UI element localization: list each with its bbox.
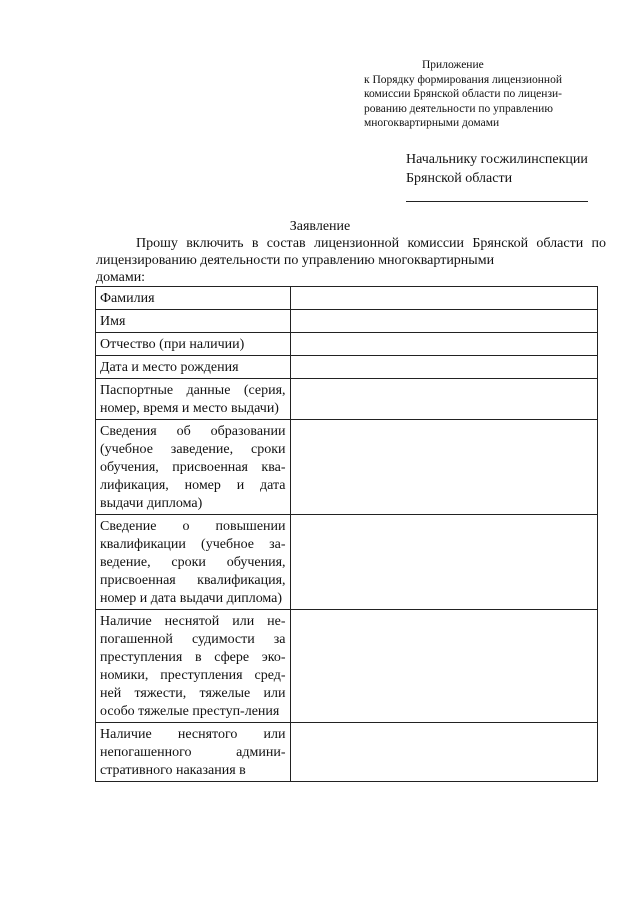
appendix-line: к Порядку формирования лицензионной bbox=[364, 73, 562, 86]
appendix-line: комиссии Брянской области по лицензи- bbox=[364, 88, 562, 100]
addressee-block bbox=[406, 150, 616, 188]
form-row-value-field[interactable] bbox=[290, 515, 597, 610]
form-row bbox=[96, 379, 598, 420]
form-row-value-field[interactable] bbox=[290, 610, 597, 723]
form-row bbox=[96, 420, 598, 515]
form-row bbox=[96, 310, 598, 333]
request-paragraph bbox=[96, 235, 606, 286]
page-bottom bbox=[0, 828, 640, 905]
applicant-form-table bbox=[95, 286, 598, 782]
form-row-value-field[interactable] bbox=[290, 356, 597, 379]
form-row bbox=[96, 515, 598, 610]
form-row bbox=[96, 333, 598, 356]
form-row-value-field[interactable] bbox=[290, 310, 597, 333]
document-title: Заявление bbox=[289, 219, 351, 234]
form-row-label: Паспортные данные (серия, номер, время и место выдачи) bbox=[96, 379, 291, 420]
appendix-line: Приложение bbox=[422, 59, 484, 71]
form-row bbox=[96, 287, 598, 310]
form-row-value-field[interactable] bbox=[290, 333, 597, 356]
form-row-value-field[interactable] bbox=[290, 379, 597, 420]
form-row-label: Дата и место рождения bbox=[96, 356, 291, 379]
addressee-line: Начальнику госжилинспекции bbox=[406, 152, 588, 167]
form-row bbox=[96, 723, 598, 782]
appendix-line: многоквартирными домами bbox=[364, 117, 500, 129]
addressee-line: Брянской области bbox=[406, 171, 513, 186]
request-text: Прошу включить в состав лицензионной комиссии Брянской области по лицензированию деятельности по управлению многоквартирными bbox=[96, 236, 606, 268]
form-row bbox=[96, 356, 598, 379]
addressee-name-line bbox=[406, 200, 588, 202]
form-row-label: Фамилия bbox=[96, 287, 291, 310]
appendix-line: рованию деятельности по управлению bbox=[364, 102, 553, 115]
form-row-value-field[interactable] bbox=[290, 723, 597, 782]
form-row-label: Наличие неснятого или непогашенного админи-стративного наказания в bbox=[96, 723, 291, 782]
form-row-label: Имя bbox=[96, 310, 291, 333]
form-row-label: Отчество (при наличии) bbox=[96, 333, 291, 356]
form-row bbox=[96, 610, 598, 723]
form-row-label: Сведение о повышении квалификации (учебное за-ведение, сроки обучения, присвоенная квалификация, номер и дата выдачи диплома) bbox=[96, 515, 291, 610]
request-text-end: домами: bbox=[96, 270, 146, 285]
form-row-label: Наличие неснятой или не-погашенной судимости за преступления в сфере эко-номики, преступления сред-ней тяжести, тяжелые или особо тяжелые преступ-ления bbox=[96, 610, 291, 723]
appendix-header bbox=[364, 58, 614, 131]
form-row-value-field[interactable] bbox=[290, 287, 597, 310]
form-row-value-field[interactable] bbox=[290, 420, 597, 515]
form-row-label: Сведения об образовании (учебное заведение, сроки обучения, присвоенная ква-лификация, номер и дата выдачи диплома) bbox=[96, 420, 291, 515]
